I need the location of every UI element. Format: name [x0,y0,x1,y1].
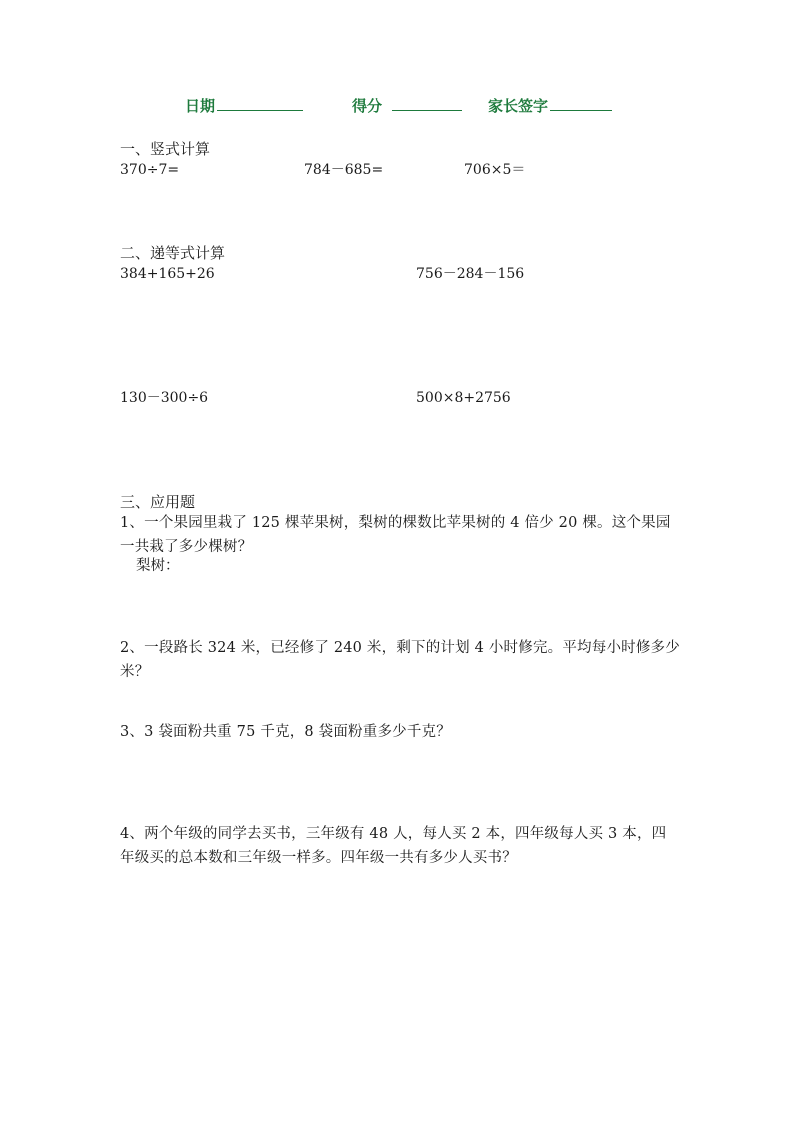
parent-sign-field[interactable] [488,96,612,116]
word-problem-2: 2、一段路长 324 米，已经修了 240 米，剩下的计划 4 小时修完。平均每小时修多少米？ [120,640,680,680]
section3-title: 三、应用题 [120,493,196,511]
problem-2-2: 756－284－156 [416,266,525,282]
score-label: 得分 [352,97,383,115]
section2-title: 二、递等式计算 [120,244,226,262]
score-blank[interactable] [392,96,462,111]
word-problem-3: 3、3 袋面粉共重 75 千克，8 袋面粉重多少千克？ [120,724,451,740]
word-problem-1-hint: 梨树： [136,558,180,574]
problem-1-3: 706×5＝ [464,162,526,178]
parent-sign-blank[interactable] [550,96,612,111]
date-label: 日期 [185,97,216,115]
problem-1-2: 784－685= [304,162,384,178]
problem-2-4: 500×8+2756 [416,390,511,406]
score-field[interactable] [352,96,462,116]
problem-2-1: 384+165+26 [120,266,215,282]
date-field[interactable] [185,96,303,116]
word-problem-1: 1、一个果园里栽了 125 棵苹果树，梨树的棵数比苹果树的 4 倍少 20 棵。这个果园一共栽了多少棵树？ [120,515,671,555]
problem-1-1: 370÷7= [120,162,180,178]
problem-2-3: 130－300÷6 [120,390,209,406]
section1-title: 一、竖式计算 [120,140,211,158]
date-blank[interactable] [217,96,303,111]
word-problem-4: 4、两个年级的同学去买书，三年级有 48 人，每人买 2 本，四年级每人买 3 本，四年级买的总本数和三年级一样多。四年级一共有多少人买书？ [120,826,667,866]
parent-sign-label: 家长签字 [488,97,549,115]
